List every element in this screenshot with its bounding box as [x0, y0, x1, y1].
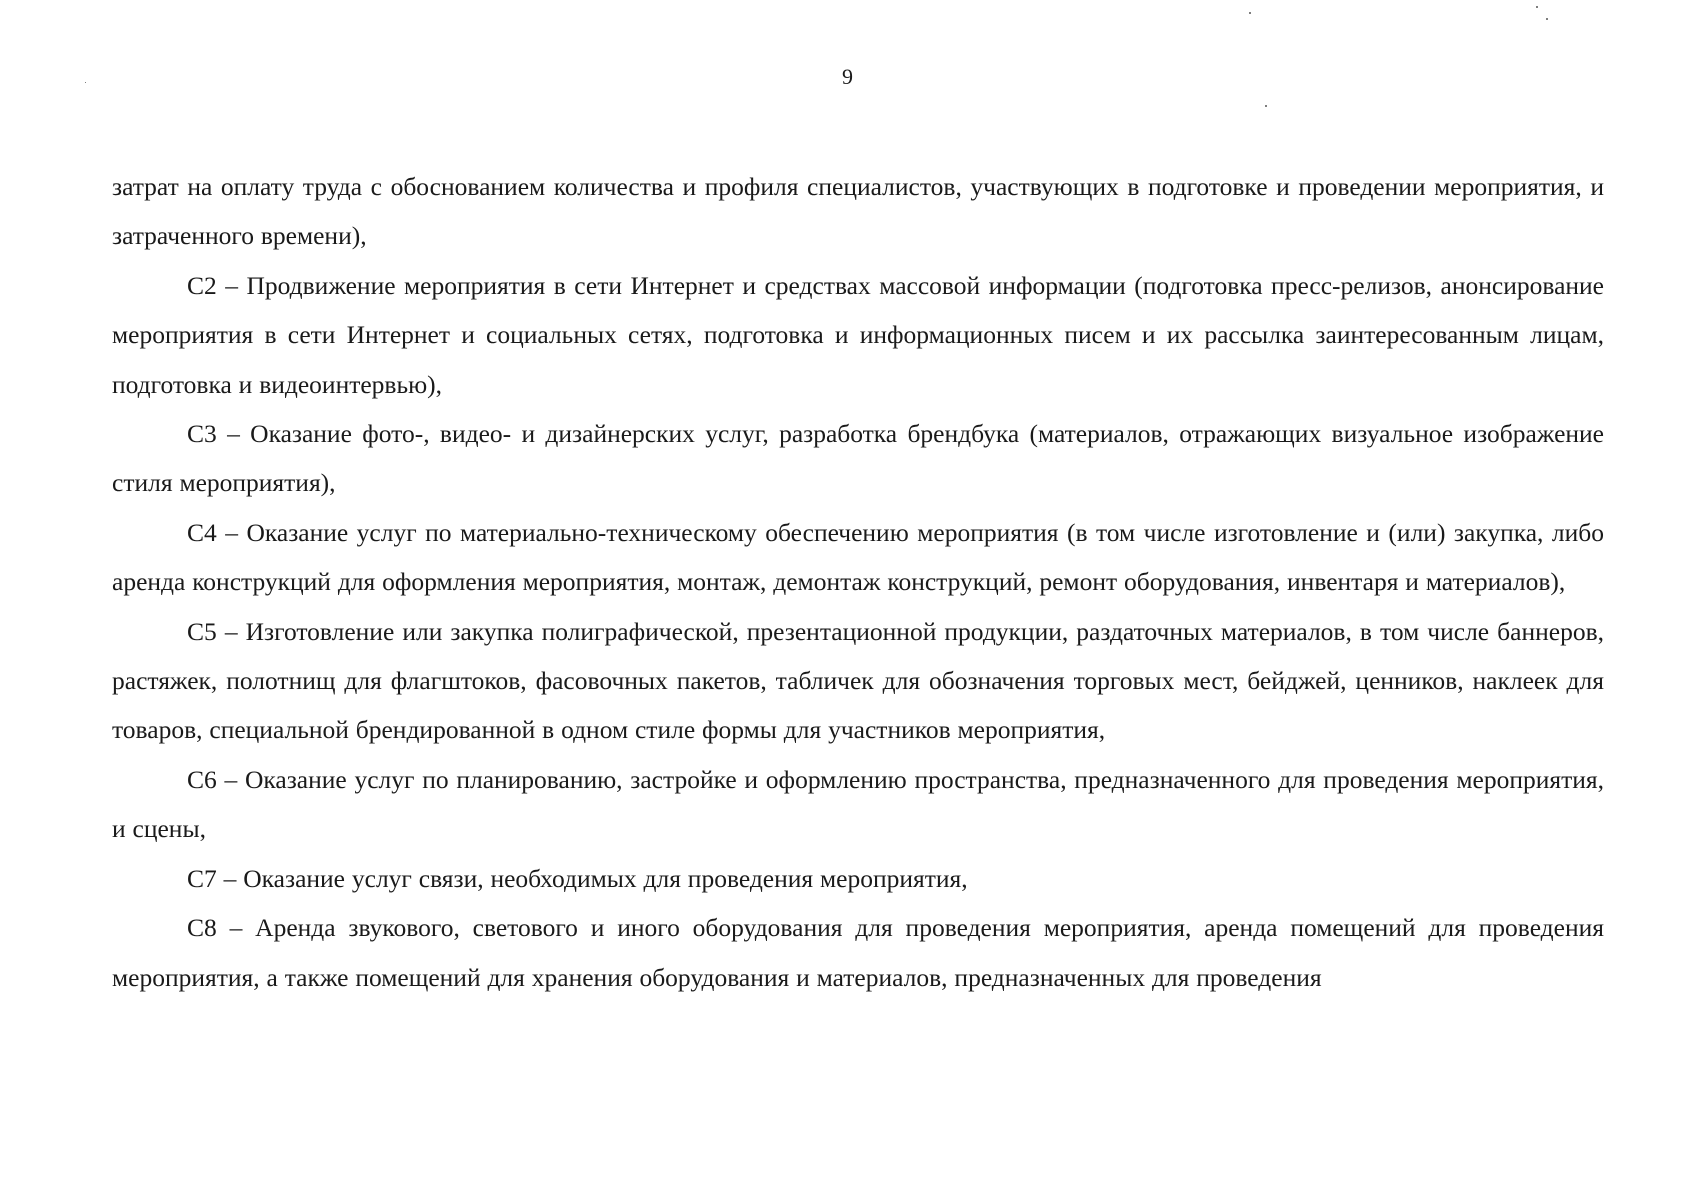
paragraph-c3: С3 – Оказание фото-, видео- и дизайнерских услуг, разработка брендбука (материалов, отражающих визуальное изображение стиля мероприятия),	[112, 419, 1604, 498]
paragraph-continuation: затрат на оплату труда с обоснованием количества и профиля специалистов, участвующих в подготовке и проведении мероприятия, и затраченного времени),	[112, 172, 1604, 251]
scan-speck	[1546, 18, 1548, 20]
paragraph-c5: С5 – Изготовление или закупка полиграфической, презентационной продукции, раздаточных материалов, в том числе баннеров, растяжек, полотнищ для флагштоков, фасовочных пакетов, табличек для обозначения торговых мест, бейджей, ценников, наклеек для товаров, специальной брендированной в одном стиле формы для участников мероприятия,	[112, 616, 1604, 745]
paragraph-c6: С6 – Оказание услуг по планированию, застройке и оформлению пространства, предназначенного для проведения мероприятия, и сцены,	[112, 764, 1604, 844]
scan-speck	[1265, 105, 1267, 107]
document-text-body	[112, 162, 1604, 1002]
scan-speck	[1536, 6, 1538, 8]
scan-speck	[1249, 12, 1251, 14]
page-number: 9	[842, 64, 853, 89]
scan-speck	[85, 82, 86, 83]
paragraph-c8: С8 – Аренда звукового, светового и иного оборудования для проведения мероприятия, аренда помещений для проведения мероприятия, а также помещений для хранения оборудования и материалов, предназначенных для проведения	[112, 913, 1604, 992]
paragraph-c4: С4 – Оказание услуг по материально-техническому обеспечению мероприятия (в том числе изготовление и (или) закупка, либо аренда конструкций для оформления мероприятия, монтаж, демонтаж конструкций, ремонт оборудования, инвентаря и материалов),	[112, 517, 1604, 597]
paragraph-c7: С7 – Оказание услуг связи, необходимых для проведения мероприятия,	[187, 863, 968, 893]
paragraph-c2: С2 – Продвижение мероприятия в сети Интернет и средствах массовой информации (подготовка пресс-релизов, анонсирование мероприятия в сети Интернет и социальных сетях, подготовка и информационных писем и их рассылка заинтересованным лицам, подготовка и видеоинтервью),	[112, 270, 1604, 399]
